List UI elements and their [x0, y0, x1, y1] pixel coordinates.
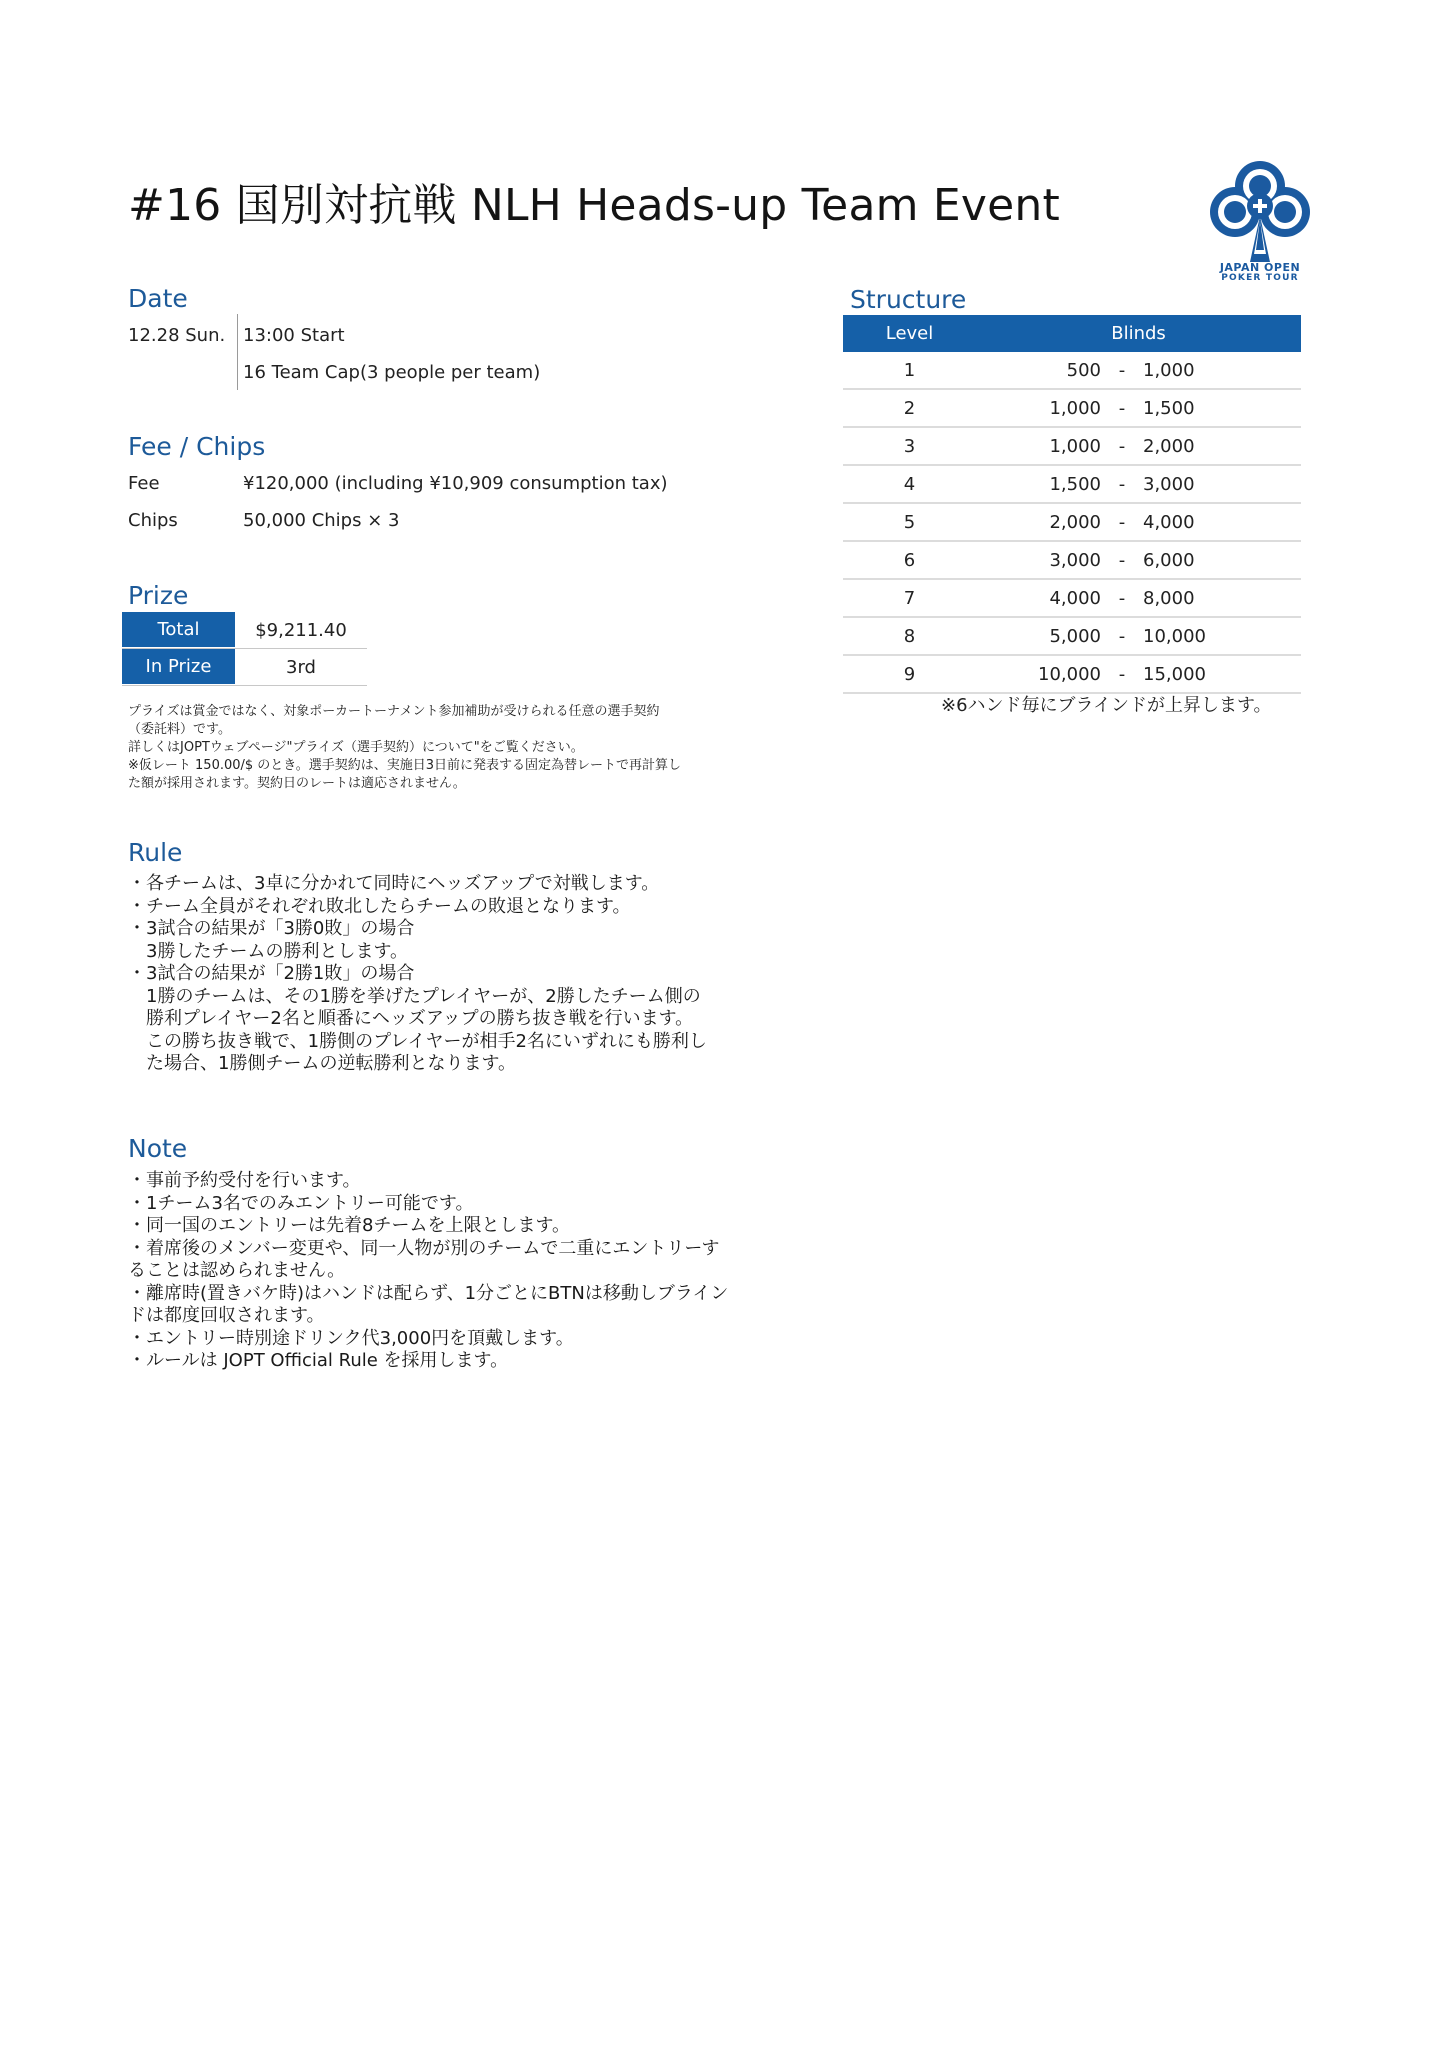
page-title: #16 国別対抗戦 NLH Heads-up Team Event: [128, 180, 1060, 231]
note-line: ・離席時(置きバケ時)はハンドは配らず、1分ごとにBTNは移動しブライン: [128, 1282, 729, 1304]
rule-line: 3勝したチームの勝利とします。: [128, 940, 409, 962]
small-blind-cell: 4,000: [1049, 587, 1101, 609]
rule-line: ・チーム全員がそれぞれ敗北したらチームの敗退となります。: [128, 895, 631, 917]
prize-note-line: た額が採用されます。契約日のレートは適応されません。: [128, 776, 466, 791]
note-line: ・着席後のメンバー変更や、同一人物が別のチームで二重にエントリーす: [128, 1237, 720, 1259]
small-blind-cell: 1,000: [1049, 397, 1101, 419]
date-day: 12.28 Sun.: [128, 325, 226, 346]
blind-dash: -: [1118, 587, 1126, 609]
note-line: ・1チーム3名でのみエントリー可能です。: [128, 1192, 474, 1214]
rule-line: この勝ち抜き戦で、1勝側のプレイヤーが相手2名にいずれにも勝利し: [128, 1030, 707, 1052]
rule-line: た場合、1勝側チームの逆転勝利となります。: [128, 1053, 517, 1074]
structure-row: [843, 580, 1301, 618]
prize-row-inprize: [122, 649, 367, 686]
note-line: ることは認められません。: [128, 1260, 346, 1281]
prize-note-line: ※仮レート 150.00/$ のとき。選手契約は、実施日3日前に発表する固定為替レートで再計算し: [128, 758, 682, 773]
level-cell: 1: [903, 359, 916, 381]
date-divider: [237, 314, 238, 390]
level-cell: 6: [903, 549, 916, 571]
blind-dash: -: [1118, 511, 1126, 533]
logo-line2: POKER TOUR: [1221, 273, 1299, 283]
big-blind-cell: 2,000: [1143, 435, 1195, 457]
big-blind-cell: 8,000: [1143, 587, 1195, 609]
structure-header: [843, 315, 1301, 352]
rule-line: ・3試合の結果が「2勝1敗」の場合: [128, 963, 415, 984]
small-blind-cell: 10,000: [1038, 663, 1101, 685]
logo-line1: JAPAN OPEN: [1219, 261, 1301, 274]
structure-row: [843, 390, 1301, 428]
prize-notes: [128, 703, 768, 793]
blind-dash: -: [1118, 473, 1126, 495]
prize-note-line: プライズは賞金ではなく、対象ポーカートーナメント参加補助が受けられる任意の選手契約: [128, 704, 660, 719]
prize-note-line: （委託料）です。: [128, 722, 231, 737]
rule-heading: Rule: [128, 838, 183, 867]
level-cell: 2: [903, 397, 916, 419]
small-blind-cell: 2,000: [1049, 511, 1101, 533]
big-blind-cell: 15,000: [1143, 663, 1206, 685]
date-heading: Date: [128, 284, 188, 313]
small-blind-cell: 500: [1066, 359, 1101, 381]
fee-value: ¥120,000 (including ¥10,909 consumption tax): [243, 473, 668, 494]
blind-dash: -: [1118, 397, 1126, 419]
date-cap: 16 Team Cap(3 people per team): [243, 362, 541, 383]
blind-dash: -: [1118, 549, 1126, 571]
club-logo-icon: [1210, 160, 1310, 264]
big-blind-cell: 3,000: [1143, 473, 1195, 495]
prize-row-total: [122, 612, 367, 649]
prize-note-line: 詳しくはJOPTウェブページ"プライズ（選手契約）について"をご覧ください。: [128, 740, 584, 755]
big-blind-cell: 6,000: [1143, 549, 1195, 571]
level-cell: 4: [903, 473, 916, 495]
structure-row: [843, 352, 1301, 390]
prize-total-value: $9,211.40: [255, 619, 347, 641]
prize-total-label: Total: [122, 612, 235, 648]
blind-dash: -: [1118, 663, 1126, 685]
structure-row: [843, 542, 1301, 580]
chips-value: 50,000 Chips × 3: [243, 510, 400, 531]
chips-label: Chips: [128, 510, 178, 531]
fee-label: Fee: [128, 473, 160, 494]
rule-line: ・各チームは、3卓に分かれて同時にヘッズアップで対戦します。: [128, 873, 660, 894]
note-line: ・事前予約受付を行います。: [128, 1170, 361, 1191]
rule-line: 1勝のチームは、その1勝を挙げたプレイヤーが、2勝したチーム側の: [128, 985, 701, 1007]
prize-heading: Prize: [128, 581, 189, 610]
structure-row: [843, 504, 1301, 542]
small-blind-cell: 1,000: [1049, 435, 1101, 457]
rule-line: ・3試合の結果が「3勝0敗」の場合: [128, 918, 415, 939]
structure-row: [843, 656, 1301, 694]
level-cell: 8: [903, 625, 916, 647]
col-level: Level: [885, 323, 934, 344]
structure-heading: Structure: [850, 285, 967, 314]
level-cell: 9: [903, 663, 916, 685]
small-blind-cell: 5,000: [1049, 625, 1101, 647]
note-line: ドは都度回収されます。: [128, 1305, 325, 1326]
big-blind-cell: 10,000: [1143, 625, 1206, 647]
prize-table: [122, 612, 367, 686]
blind-dash: -: [1118, 359, 1126, 381]
date-start: 13:00 Start: [243, 325, 345, 346]
note-list: [128, 1170, 788, 1373]
structure-footnote: ※6ハンド毎にブラインドが上昇します。: [941, 695, 1272, 716]
level-cell: 7: [903, 587, 916, 609]
prize-inprize-label: In Prize: [122, 649, 235, 685]
small-blind-cell: 1,500: [1049, 473, 1101, 495]
structure-row: [843, 428, 1301, 466]
structure-row: [843, 466, 1301, 504]
note-line: ・エントリー時別途ドリンク代3,000円を頂戴します。: [128, 1327, 574, 1349]
blind-dash: -: [1118, 435, 1126, 457]
note-line: ・ルールは JOPT Official Rule を採用します。: [128, 1350, 509, 1371]
big-blind-cell: 1,500: [1143, 397, 1195, 419]
rule-line: 勝利プレイヤー2名と順番にヘッズアップの勝ち抜き戦を行います。: [128, 1008, 694, 1029]
level-cell: 3: [903, 435, 916, 457]
col-blinds: Blinds: [1111, 323, 1166, 344]
big-blind-cell: 1,000: [1143, 359, 1195, 381]
logo-wordmark: [1207, 262, 1313, 284]
note-heading: Note: [128, 1134, 188, 1163]
rule-list: [128, 873, 788, 1076]
level-cell: 5: [903, 511, 916, 533]
structure-table: [843, 315, 1301, 694]
fee-heading: Fee / Chips: [128, 432, 266, 461]
note-line: ・同一国のエントリーは先着8チームを上限とします。: [128, 1215, 571, 1236]
structure-row: [843, 618, 1301, 656]
blind-dash: -: [1118, 625, 1126, 647]
prize-inprize-value: 3rd: [286, 656, 316, 678]
small-blind-cell: 3,000: [1049, 549, 1101, 571]
big-blind-cell: 4,000: [1143, 511, 1195, 533]
